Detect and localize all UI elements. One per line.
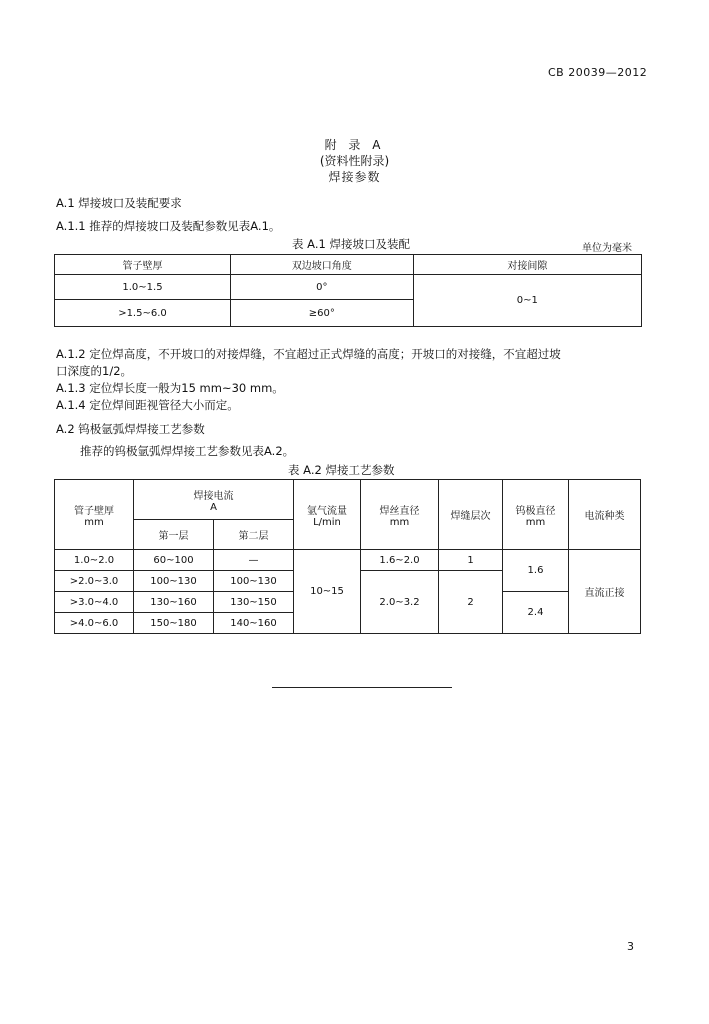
table2-type-cell: 直流正接	[569, 550, 641, 634]
clause-a1-4: A.1.4 定位焊间距视管径大小而定。	[56, 398, 239, 412]
section-a1-heading: A.1 焊接坡口及装配要求	[56, 196, 182, 210]
table2-layer2-cell: 140~160	[214, 613, 294, 634]
table2-layer2-cell: 100~130	[214, 571, 294, 592]
appendix-name: 焊接参数	[328, 170, 381, 184]
table1-header-gap: 对接间隙	[413, 255, 641, 275]
table2-layer2-cell: —	[214, 550, 294, 571]
clause-a1-2-line1: A.1.2 定位焊高度，不开坡口的对接焊缝，不宜超过正式焊缝的高度；开坡口的对接缝，不宜超过坡	[56, 347, 561, 361]
table2-header-layer2: 第二层	[214, 520, 294, 550]
table2-wall-cell: 1.0~2.0	[55, 550, 134, 571]
table2-header-current-unit: A	[210, 501, 217, 513]
clause-a1-1: A.1.1 推荐的焊接坡口及装配参数见表A.1。	[56, 219, 281, 233]
table1-angle-cell: ≥60°	[230, 300, 413, 327]
table2-header-electrode-label: 钨极直径	[515, 505, 556, 517]
table2-gas-cell: 10~15	[294, 550, 361, 634]
section-a2-heading: A.2 钨极氩弧焊焊接工艺参数	[56, 422, 205, 436]
table1-wall-cell: 1.0~1.5	[55, 275, 231, 300]
table1-header-angle: 双边坡口角度	[230, 255, 413, 275]
table1-caption: 表 A.1 焊接坡口及装配	[292, 237, 410, 251]
appendix-title: 附 录 A	[324, 138, 385, 152]
table2-header-gas-unit: L/min	[313, 516, 341, 528]
table2-electrode-cell: 2.4	[503, 592, 569, 634]
table2-header-wire	[361, 480, 439, 550]
table-row	[55, 550, 641, 571]
standard-code: CB 20039—2012	[548, 66, 648, 79]
table2-layers-cell: 2	[439, 571, 503, 634]
table2-layer1-cell: 150~180	[134, 613, 214, 634]
table1-wall-cell: >1.5~6.0	[55, 300, 231, 327]
table2-layer2-cell: 130~150	[214, 592, 294, 613]
page-number: 3	[627, 940, 634, 953]
table2-header-layers: 焊缝层次	[439, 480, 503, 550]
table2-header-type: 电流种类	[569, 480, 641, 550]
table-a1	[54, 254, 642, 327]
end-divider	[272, 687, 452, 688]
table2-wire-cell: 1.6~2.0	[361, 550, 439, 571]
table2-header-electrode-unit: mm	[525, 516, 546, 528]
appendix-subtitle: (资料性附录)	[319, 154, 390, 168]
table2-header-wire-label: 焊丝直径	[379, 505, 420, 517]
table-row	[55, 275, 642, 300]
table2-header-electrode	[503, 480, 569, 550]
table2-layer1-cell: 100~130	[134, 571, 214, 592]
table2-wire-cell: 2.0~3.2	[361, 571, 439, 634]
table2-header-wall	[55, 480, 134, 550]
table2-layer1-cell: 130~160	[134, 592, 214, 613]
table2-layer1-cell: 60~100	[134, 550, 214, 571]
table2-header-wall-unit: mm	[84, 516, 104, 528]
table2-electrode-cell: 1.6	[503, 550, 569, 592]
table2-wall-cell: >4.0~6.0	[55, 613, 134, 634]
table1-gap-cell: 0~1	[413, 275, 641, 327]
table2-header-layer1: 第一层	[134, 520, 214, 550]
table2-header-wire-unit: mm	[389, 516, 410, 528]
table2-header-gas-label: 氩气流量	[307, 505, 347, 517]
table2-header-current-label: 焊接电流	[193, 490, 234, 502]
table2-layers-cell: 1	[439, 550, 503, 571]
table2-wall-cell: >3.0~4.0	[55, 592, 134, 613]
table2-header-current	[134, 480, 294, 520]
table2-caption: 表 A.2 焊接工艺参数	[288, 463, 395, 477]
table2-header-gas	[294, 480, 361, 550]
table1-unit: 单位为毫米	[582, 243, 632, 254]
clause-a2-intro: 推荐的钨极氩弧焊焊接工艺参数见表A.2。	[80, 444, 295, 458]
table-a2	[54, 479, 641, 634]
table2-wall-cell: >2.0~3.0	[55, 571, 134, 592]
table2-header-wall-label: 管子壁厚	[74, 505, 114, 517]
table1-header-wall: 管子壁厚	[55, 255, 231, 275]
clause-a1-3: A.1.3 定位焊长度一般为15 mm~30 mm。	[56, 381, 284, 395]
table1-angle-cell: 0°	[230, 275, 413, 300]
clause-a1-2-line2: 口深度的1/2。	[56, 364, 133, 378]
